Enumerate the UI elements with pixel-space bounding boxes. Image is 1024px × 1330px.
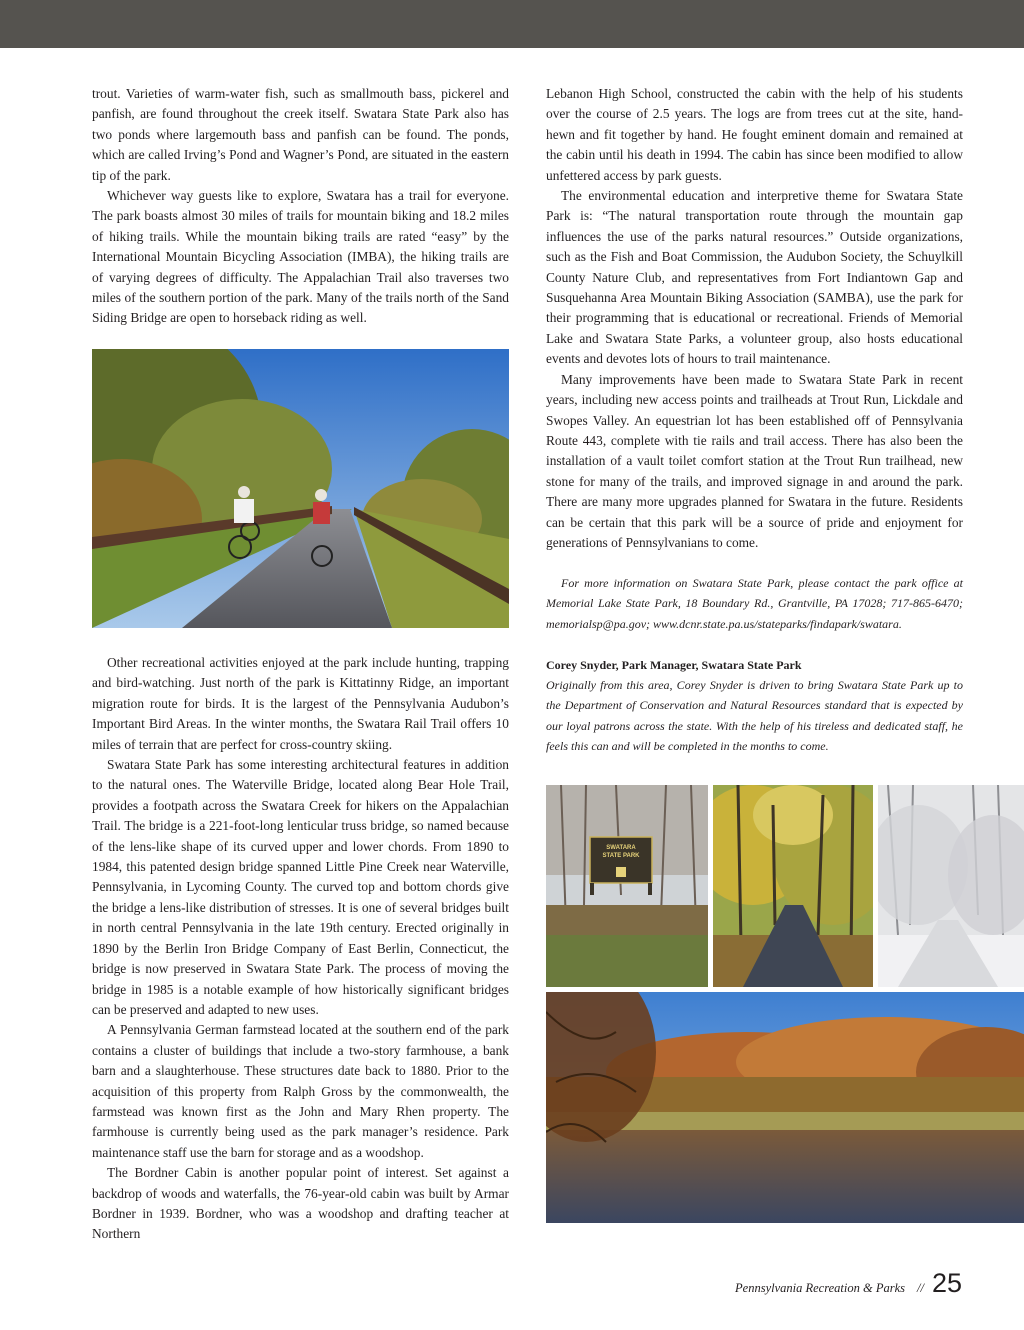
paragraph: A Pennsylvania German farmstead located at the southern end of the park contains a cluster of buildings that include a two-story farmhouse, a bank barn and a slaughterhouse. These structures date back to 1880. Prior to the acquisition of this property from Ralph Gross by the commonwealth, the farmstead was known first as the John and Mary Rhen property. The farmhouse is currently being used as the park manager’s residence. Park maintenance staff use the barn for storage and as a woodshop. [92, 1022, 509, 1160]
paragraph: Whichever way guests like to explore, Swatara has a trail for everyone. The park boasts almost 30 miles of trails for mountain biking and 18.2 miles of hiking trails. While the mountain biking trails are rated “easy” by the International Mountain Bicycling Association (IMBA), the hiking trails are of varying degrees of difficulty. The Appalachian Trail also traverses two miles of the southern portion of the park. Many of the trails north of the Sand Siding Bridge are open to horseback riding as well. [92, 188, 509, 326]
paragraph: Many improvements have been made to Swatara State Park in recent years, including new access points and trailheads at Trout Run, Lickdale and Swopes Valley. An equestrian lot has been established off of Pennsylvania Route 443, complete with tie rails and trail access. There has also been the installation of a vault toilet comfort station at the Trout Run trailhead, new stone for many of the trails, and improved signage in and around the park. There are many more upgrades planned for Swatara in the future. Residents can be certain that this park will be a source of pride and enjoyment for generations of Pennsylvanians to come. [546, 371, 963, 550]
paragraph: Lebanon High School, constructed the cabin with the help of his students over the course of 2.5 years. The logs are from trees cut at the site, hand-hewn and fit together by hand. He fought eminent domain and remained at the cabin until his death in 1994. The cabin has since been modified to allow unfettered access by park guests. [546, 86, 963, 183]
header-bar [0, 0, 1024, 48]
paragraph: trout. Varieties of warm-water fish, such as smallmouth bass, pickerel and panfish, are found throughout the creek itself. Swatara State Park also has two ponds where largemouth bass and panfish can be found. The ponds, which are called Irving’s Pond and Wagner’s Pond, are situated in the eastern tip of the park. [92, 86, 509, 183]
cyclists-trail-photo [92, 349, 509, 628]
article-column-right [546, 84, 963, 553]
footer-separator: // [917, 1281, 924, 1295]
sign-text-line1: SWATARA [606, 845, 636, 851]
bio-name: Corey Snyder, Park Manager, Swatara State Park [546, 658, 802, 672]
article-column-left-bottom [92, 653, 509, 1245]
page-number: 25 [931, 1268, 962, 1298]
autumn-trail-photo [713, 785, 873, 987]
paragraph: The environmental education and interpretive theme for Swatara State Park is: “The natural transportation route through the mountain gap influences the use of the parks natural resources.” Outside organizations, such as the Fish and Boat Commission, the Audubon Society, the Schuylkill County Nature Club, and representatives from Fort Indiantown Gap and Susquehanna Area Mountain Biking Association (SAMBA), use the park for their programming that is educational or recreational. Friends of Memorial Lake and Swatara State Parks, a volunteer group, also hosts educational events and devotes lots of hours to trail maintenance. [546, 188, 963, 367]
article-column-left-top [92, 84, 509, 329]
snowy-trail-photo [878, 785, 1024, 987]
paragraph: The Bordner Cabin is another popular point of interest. Set against a backdrop of woods and waterfalls, the 76-year-old cabin was built by Armar Bordner in 1939. Bordner, who was a woodshop and drafting teacher at Northern [92, 1165, 509, 1242]
contact-info-note: For more information on Swatara State Park, please contact the park office at Memorial Lake State Park, 18 Boundary Rd., Grantville, PA 17028; 717-865-6470; memorialsp@pa.gov; www.dcnr.state.pa.us/stateparks/findapark/swatara. [546, 576, 963, 631]
paragraph: Other recreational activities enjoyed at the park include hunting, trapping and bird-watching. Just north of the park is Kittatinny Ridge, an important migration route for birds. It is the largest of the Pennsylvania Audubon’s Important Bird Areas. In the winter months, the Swatara Rail Trail offers 10 miles of terrain that are perfect for cross-country skiing. [92, 655, 509, 752]
park-sign-photo [546, 785, 708, 987]
autumn-pond-photo [546, 992, 1024, 1223]
page-footer [735, 1268, 962, 1308]
bio-text: Originally from this area, Corey Snyder is driven to bring Swatara State Park up to the Department of Conservation and Natural Resources standard that is expected by our loyal patrons across the state. With the help of his tireless and dedicated staff, he feels this can and will be completed in the months to come. [546, 678, 963, 754]
paragraph: Swatara State Park has some interesting architectural features in addition to the natural ones. The Waterville Bridge, located along Bear Hole Trail, provides a footpath across the Swatara Creek for hikers on the Appalachian Trail. The bridge is a 221-foot-long lenticular truss bridge, so named because of the lens-like shape of its curved upper and lower chords. From 1890 to 1984, this patented design bridge spanned Little Pine Creek near Waterville, Pennsylvania, in Lycoming County. The curved top and bottom chords give the bridge a lens-like distribution of stresses. It is one of several bridges built in north central Pennsylvania in the late 19th century. Erected originally in 1890 by the Berlin Iron Bridge Company of East Berlin, Connecticut, the bridge is now preserved in Swatara State Park. The process of moving the bridge in 1985 is a notable example of how historically significant bridges can be preserved and adapted to new uses. [92, 757, 509, 1017]
magazine-title: Pennsylvania Recreation & Parks [735, 1281, 905, 1295]
sign-text-line2: STATE PARK [602, 853, 640, 859]
